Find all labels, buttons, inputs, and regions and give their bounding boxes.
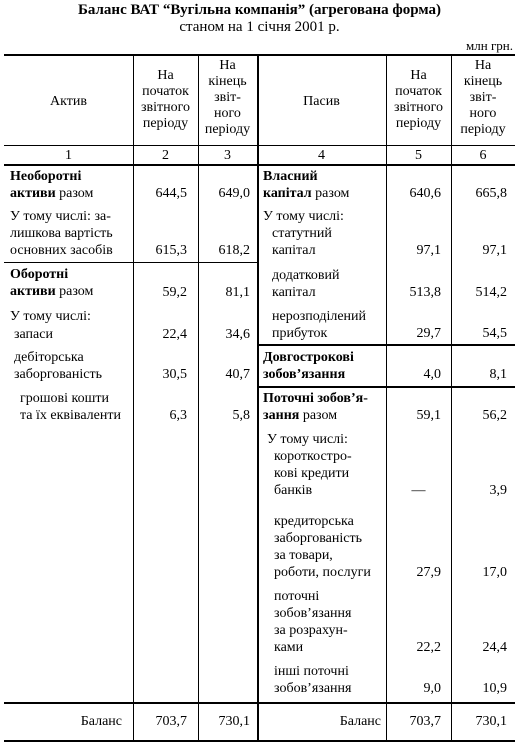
header-pasyv: Пасив <box>303 94 340 109</box>
liab-other-label: інші поточні зобов’язання <box>274 664 352 696</box>
liab-additional-start: 513,8 <box>409 285 441 300</box>
asset-stock-end: 34,6 <box>225 327 250 342</box>
liab-longterm-label: Довгострокові зобов’язання <box>263 350 354 382</box>
liab-bank-loans-start: — <box>411 483 426 498</box>
header-divider <box>4 145 515 146</box>
liab-equity-label: Власний капітал разом <box>263 169 350 201</box>
asset-cash-end: 5,8 <box>232 408 250 423</box>
liab-retained-label: нерозподілений прибуток <box>272 309 367 341</box>
row-divider <box>257 386 515 388</box>
liab-statutory-label: статутний капітал <box>272 226 332 258</box>
liab-current-incl-label: У тому числі: <box>267 432 348 447</box>
liab-statutory-end: 97,1 <box>482 243 507 258</box>
liab-bank-loans-end: 3,9 <box>489 483 507 498</box>
colnum: 2 <box>162 148 169 163</box>
total-assets-start: 703,7 <box>155 714 187 729</box>
asset-receivables-start: 30,5 <box>162 367 187 382</box>
asset-incl-label: У тому числі: <box>10 309 91 324</box>
asset-receivables-label: дебіторська заборгованість <box>14 350 102 382</box>
liab-current-start: 59,1 <box>416 408 441 423</box>
liab-equity-end: 665,8 <box>475 186 507 201</box>
liab-settlements-start: 22,2 <box>416 640 441 655</box>
liab-payables-start: 27,9 <box>416 565 441 580</box>
liab-bank-loans-label: короткостро- кові кредити банків <box>274 449 352 498</box>
asset-stock-start: 22,4 <box>162 327 187 342</box>
liab-current-end: 56,2 <box>482 408 507 423</box>
total-assets-label: Баланс <box>80 714 122 729</box>
liab-other-end: 10,9 <box>482 681 507 696</box>
liab-statutory-start: 97,1 <box>416 243 441 258</box>
asset-noncurrent-start: 644,5 <box>155 186 187 201</box>
liab-settlements-label: поточні зобов’язання за розрахун- ками <box>274 589 352 655</box>
asset-cash-label: грошові кошти та їх еквіваленти <box>20 391 121 423</box>
liab-settlements-end: 24,4 <box>482 640 507 655</box>
header-aktyv: Актив <box>50 94 87 109</box>
colnum: 4 <box>318 148 325 163</box>
total-assets-end: 730,1 <box>218 714 250 729</box>
asset-cash-start: 6,3 <box>169 408 187 423</box>
liab-additional-end: 514,2 <box>475 285 507 300</box>
header-start-left: На початок звітного періоду <box>140 68 191 131</box>
liab-other-start: 9,0 <box>423 681 441 696</box>
colnum-divider <box>4 164 515 166</box>
liab-incl-label: У тому числі: <box>263 209 344 224</box>
asset-noncurrent-incl-label: У тому числі: за- лишкова вартість основних засобів <box>10 209 113 258</box>
asset-noncurrent-end: 649,0 <box>218 186 250 201</box>
asset-stock-label: запаси <box>14 327 53 342</box>
liab-additional-label: додатковий капітал <box>272 268 340 300</box>
colnum: 5 <box>415 148 422 163</box>
row-divider <box>4 262 257 263</box>
asset-current-start: 59,2 <box>162 285 187 300</box>
asset-current-end: 81,1 <box>225 285 250 300</box>
header-end-right: На кінець звіт- ного періоду <box>460 58 506 137</box>
liab-payables-end: 17,0 <box>482 565 507 580</box>
document-title: Баланс ВАТ “Вугільна компанія” (агрегована форма) <box>77 2 442 18</box>
liab-longterm-end: 8,1 <box>489 367 507 382</box>
row-divider <box>257 344 515 346</box>
total-liab-label: Баланс <box>339 714 381 729</box>
header-start-right: На початок звітного періоду <box>393 68 444 131</box>
asset-fixed-start: 615,3 <box>155 243 187 258</box>
liab-retained-end: 54,5 <box>482 326 507 341</box>
asset-receivables-end: 40,7 <box>225 367 250 382</box>
asset-noncurrent-label: Необоротні активи разом <box>10 169 94 201</box>
document-subtitle: станом на 1 січня 2001 р. <box>179 19 340 35</box>
colnum: 6 <box>479 148 487 163</box>
header-end-left: На кінець звіт- ного періоду <box>204 58 251 137</box>
asset-current-label: Оборотні активи разом <box>10 267 94 299</box>
liab-retained-start: 29,7 <box>416 326 441 341</box>
liab-equity-start: 640,6 <box>409 186 441 201</box>
totals-divider <box>4 702 515 704</box>
balance-table <box>4 54 515 742</box>
total-liab-start: 703,7 <box>409 714 441 729</box>
asset-fixed-end: 618,2 <box>218 243 250 258</box>
colnum: 1 <box>65 148 72 163</box>
liab-current-label: Поточні зобов’я- зання разом <box>263 391 368 423</box>
liab-longterm-start: 4,0 <box>423 367 441 382</box>
total-liab-end: 730,1 <box>475 714 507 729</box>
liab-payables-label: кредиторська заборгованість за товари, роботи, послуги <box>274 514 371 580</box>
colnum: 3 <box>224 148 231 163</box>
unit-label: млн грн. <box>466 38 513 53</box>
